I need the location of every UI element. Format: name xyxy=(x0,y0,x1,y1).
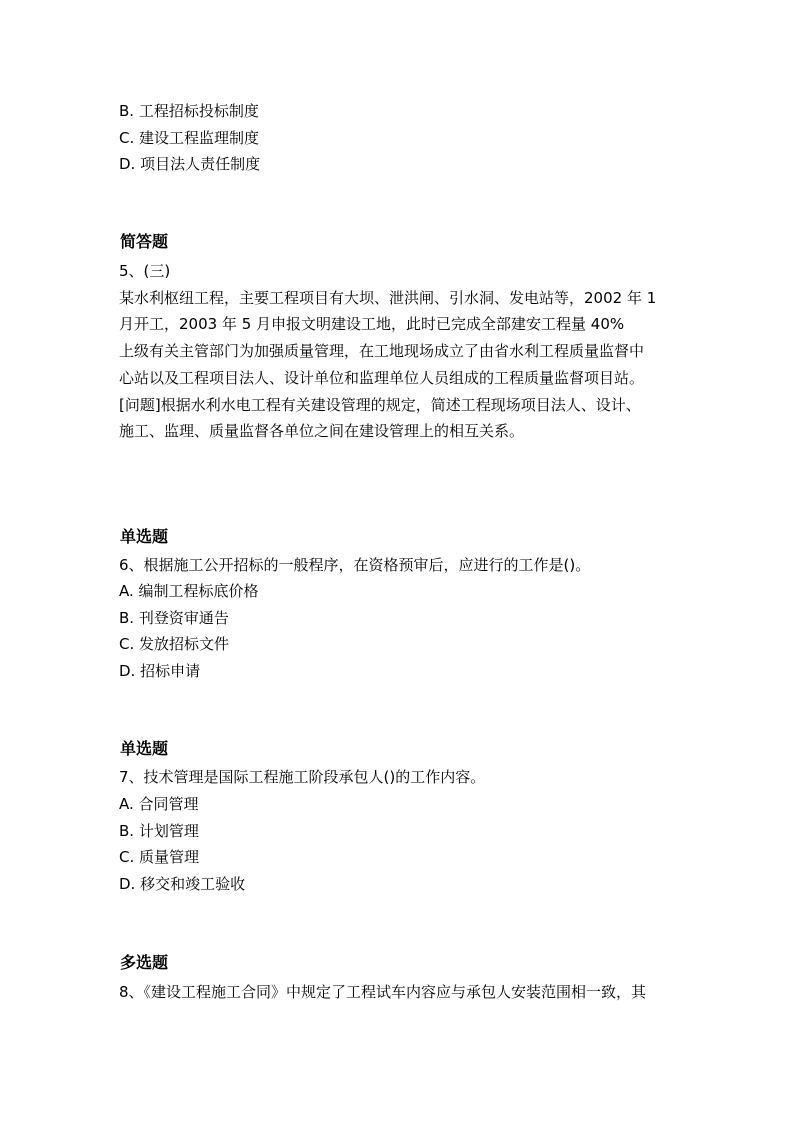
question-text-line: 上级有关主管部门为加强质量管理，在工地现场成立了由省水利工程质量监督中 xyxy=(119,342,645,360)
option-c: C. 发放招标文件 xyxy=(119,635,230,653)
question-number: 5、(三) xyxy=(119,262,171,280)
section-heading-single-choice: 单选题 xyxy=(120,527,169,546)
option-a: A. 编制工程标底价格 xyxy=(119,582,259,600)
option-c: C. 质量管理 xyxy=(119,848,200,866)
option-b: B. 工程招标投标制度 xyxy=(119,102,259,120)
question-text-line: 心站以及工程项目法人、设计单位和监理单位人员组成的工程质量监督项目站。 xyxy=(119,369,645,387)
section-heading-multiple-choice: 多选题 xyxy=(120,953,169,972)
option-d: D. 项目法人责任制度 xyxy=(119,155,261,173)
option-b: B. 计划管理 xyxy=(119,822,199,840)
question-text: 6、根据施工公开招标的一般程序，在资格预审后，应进行的工作是()。 xyxy=(119,556,591,574)
section-heading-short-answer: 简答题 xyxy=(120,232,169,251)
question-text: 7、技术管理是国际工程施工阶段承包人()的工作内容。 xyxy=(119,768,486,786)
option-b: B. 刊登资审通告 xyxy=(119,609,229,627)
question-text-line: [问题]根据水利水电工程有关建设管理的规定，简述工程现场项目法人、设计、 xyxy=(119,396,641,414)
option-c: C. 建设工程监理制度 xyxy=(119,129,260,147)
question-text-line: 某水利枢纽工程，主要工程项目有大坝、泄洪闸、引水洞、发电站等，2002 年 1 xyxy=(119,289,657,307)
option-d: D. 招标申请 xyxy=(119,662,201,680)
option-d: D. 移交和竣工验收 xyxy=(119,875,246,893)
question-text-line: 月开工，2003 年 5 月申报文明建设工地，此时已完成全部建安工程量 40% xyxy=(119,315,625,333)
question-text: 8、《建设工程施工合同》中规定了工程试车内容应与承包人安装范围相一致，其 xyxy=(119,983,647,1001)
section-heading-single-choice: 单选题 xyxy=(120,739,169,758)
question-text-line: 施工、监理、质量监督各单位之间在建设管理上的相互关系。 xyxy=(119,422,525,440)
option-a: A. 合同管理 xyxy=(119,795,199,813)
